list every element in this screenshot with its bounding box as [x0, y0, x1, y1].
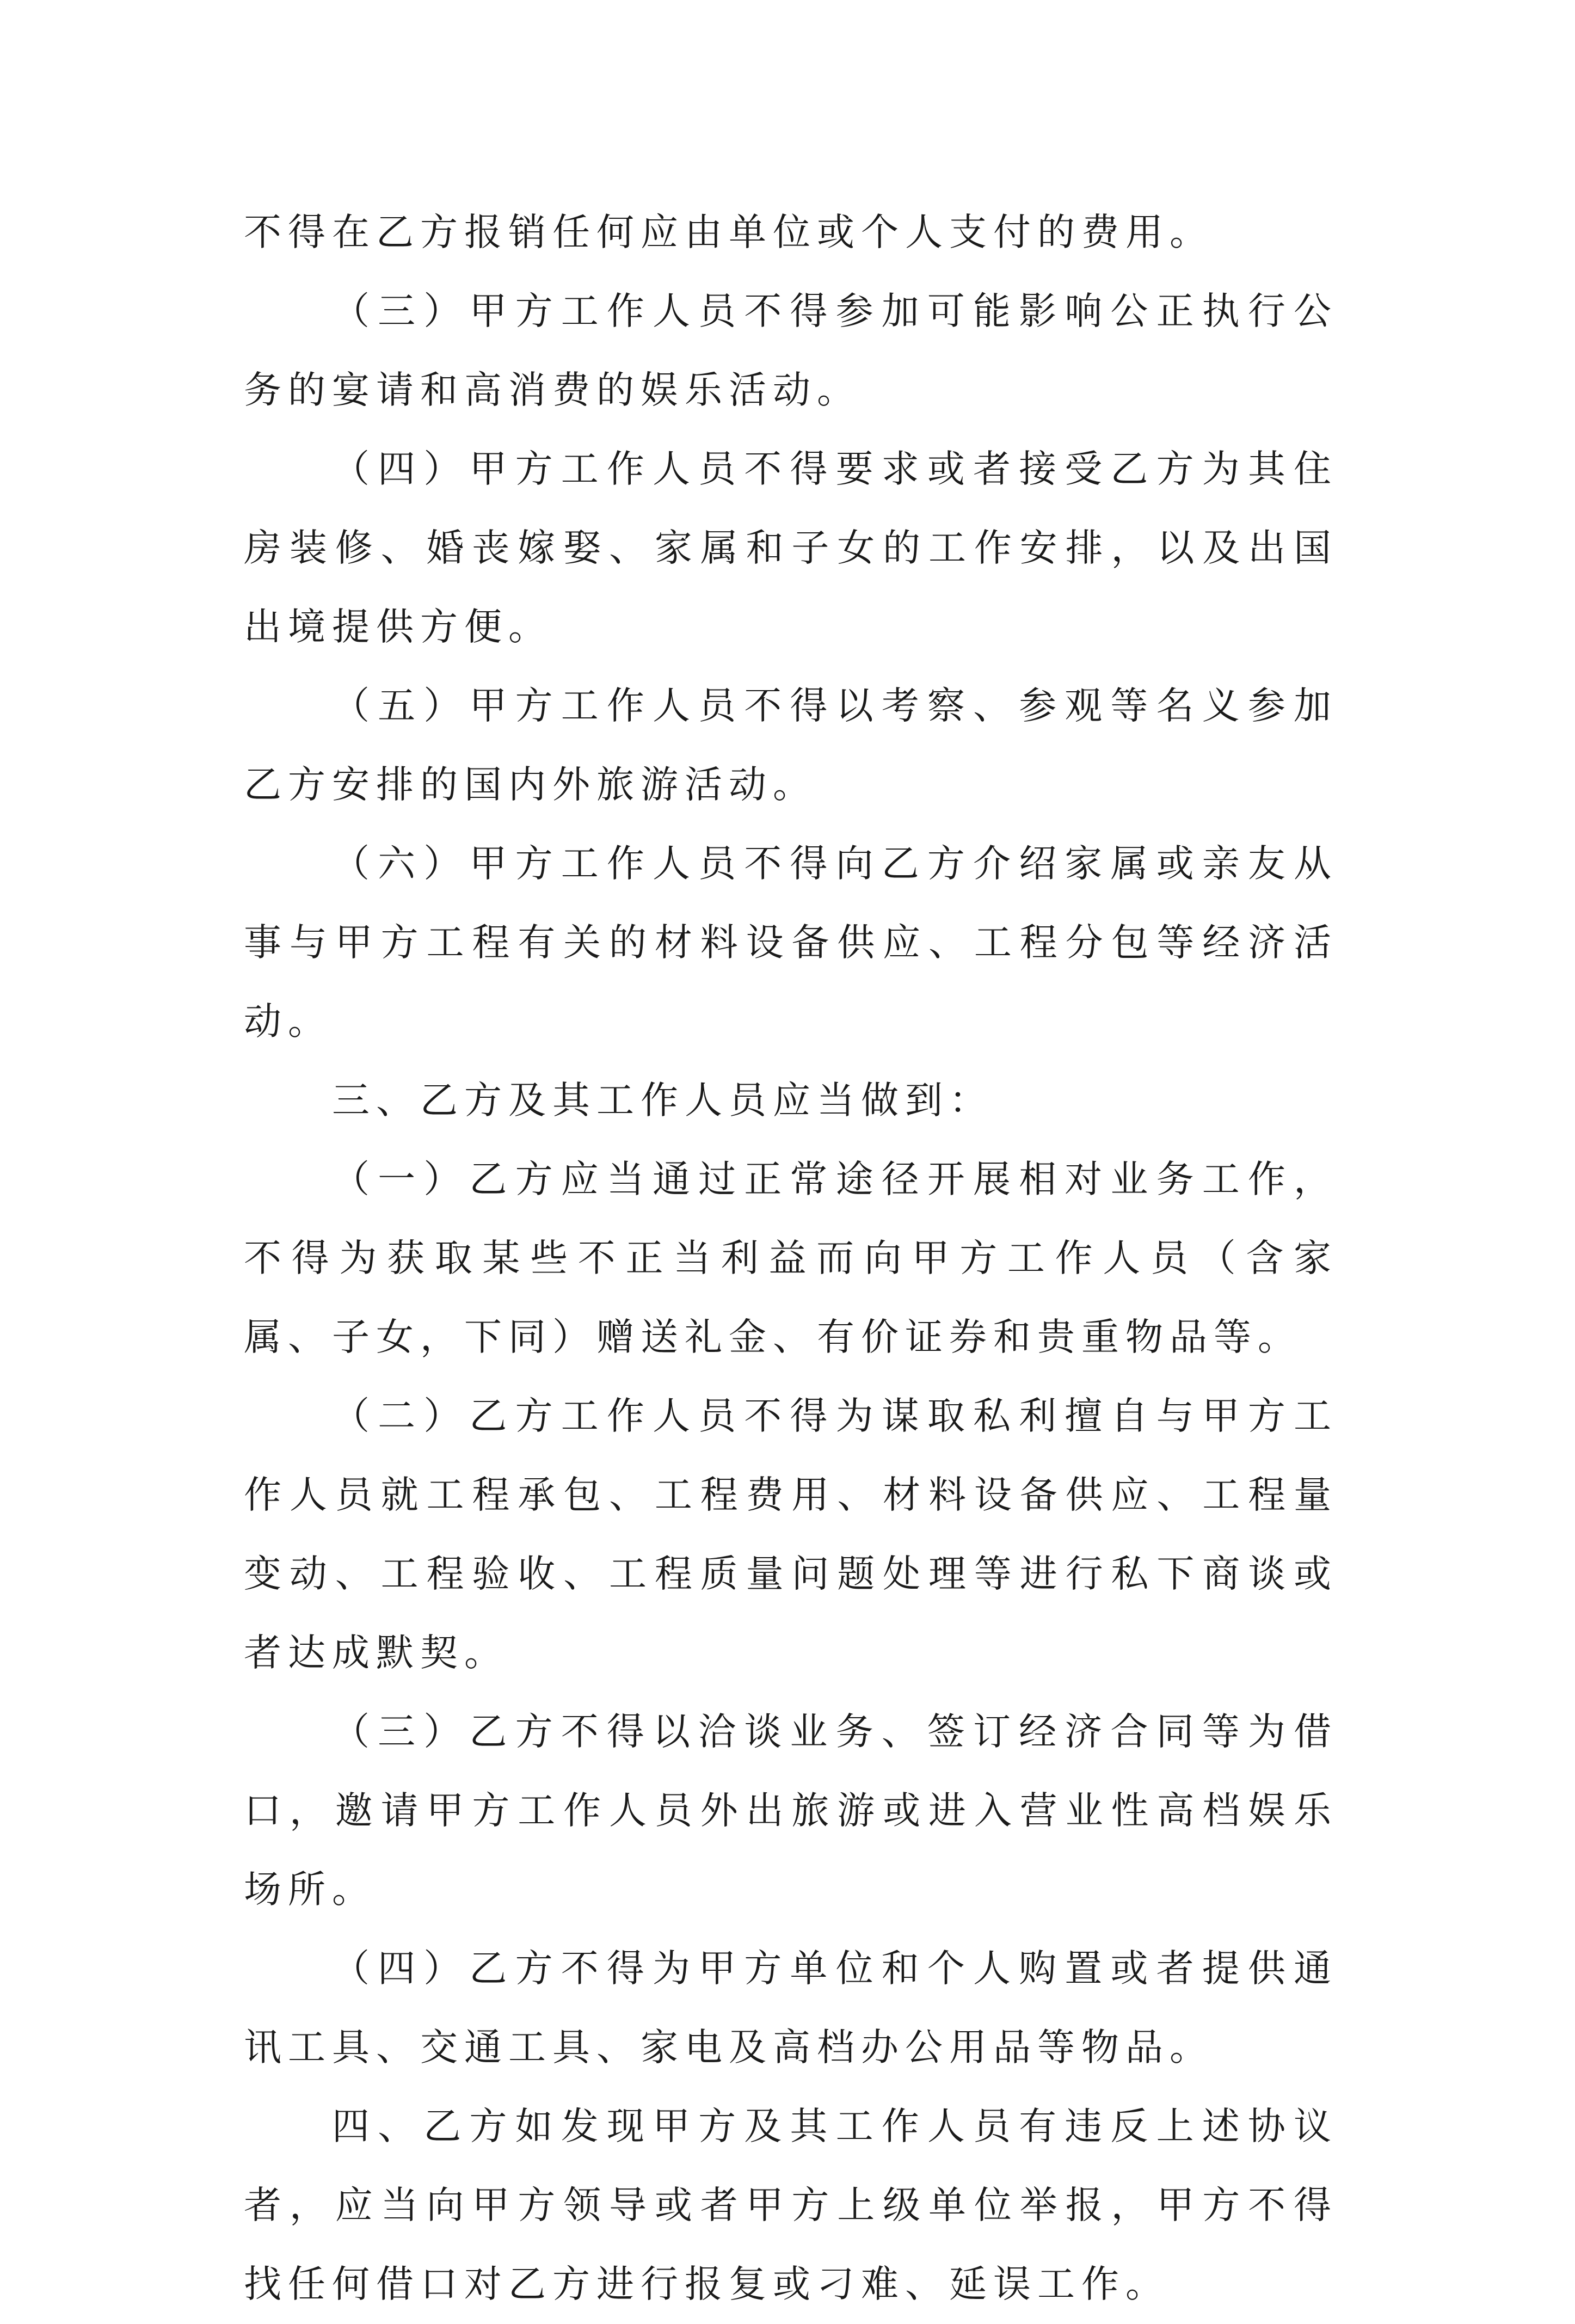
paragraph-party-a-relatives: （六）甲方工作人员不得向乙方介绍家属或亲友从事与甲方工程有关的材料设备供应、工程分包等经济活动。 [244, 842, 1338, 1043]
paragraph-party-a-banquet: （三）甲方工作人员不得参加可能影响公正执行公务的宴请和高消费的娱乐活动。 [244, 290, 1338, 412]
section-heading-party-b: 三、乙方及其工作人员应当做到： [332, 1079, 993, 1122]
document-body [244, 193, 1338, 2324]
paragraph-party-b-gifts: （一）乙方应当通过正常途径开展相对业务工作，不得为获取某些不正当利益而向甲方工作人员（含家属、子女，下同）赠送礼金、有价证券和贵重物品等。 [244, 1158, 1338, 1359]
paragraph-party-a-travel: （五）甲方工作人员不得以考察、参观等名义参加乙方安排的国内外旅游活动。 [244, 684, 1338, 807]
paragraph-party-b-private-deals: （二）乙方工作人员不得为谋取私利擅自与甲方工作人员就工程承包、工程费用、材料设备供应、工程量变动、工程验收、工程质量问题处理等进行私下商谈或者达成默契。 [244, 1394, 1338, 1675]
paragraph-party-a-housing: （四）甲方工作人员不得要求或者接受乙方为其住房装修、婚丧嫁娶、家属和子女的工作安排，以及出国出境提供方便。 [244, 447, 1338, 649]
paragraph-expense-clause: 不得在乙方报销任何应由单位或个人支付的费用。 [244, 211, 1214, 254]
paragraph-reporting-clause: 四、乙方如发现甲方及其工作人员有违反上述协议者，应当向甲方领导或者甲方上级单位举报，甲方不得找任何借口对乙方进行报复或刁难、延误工作。 [244, 2105, 1338, 2306]
paragraph-party-b-entertainment: （三）乙方不得以洽谈业务、签订经济合同等为借口，邀请甲方工作人员外出旅游或进入营业性高档娱乐场所。 [244, 1710, 1338, 1911]
paragraph-party-b-purchases: （四）乙方不得为甲方单位和个人购置或者提供通讯工具、交通工具、家电及高档办公用品等物品。 [244, 1947, 1338, 2069]
